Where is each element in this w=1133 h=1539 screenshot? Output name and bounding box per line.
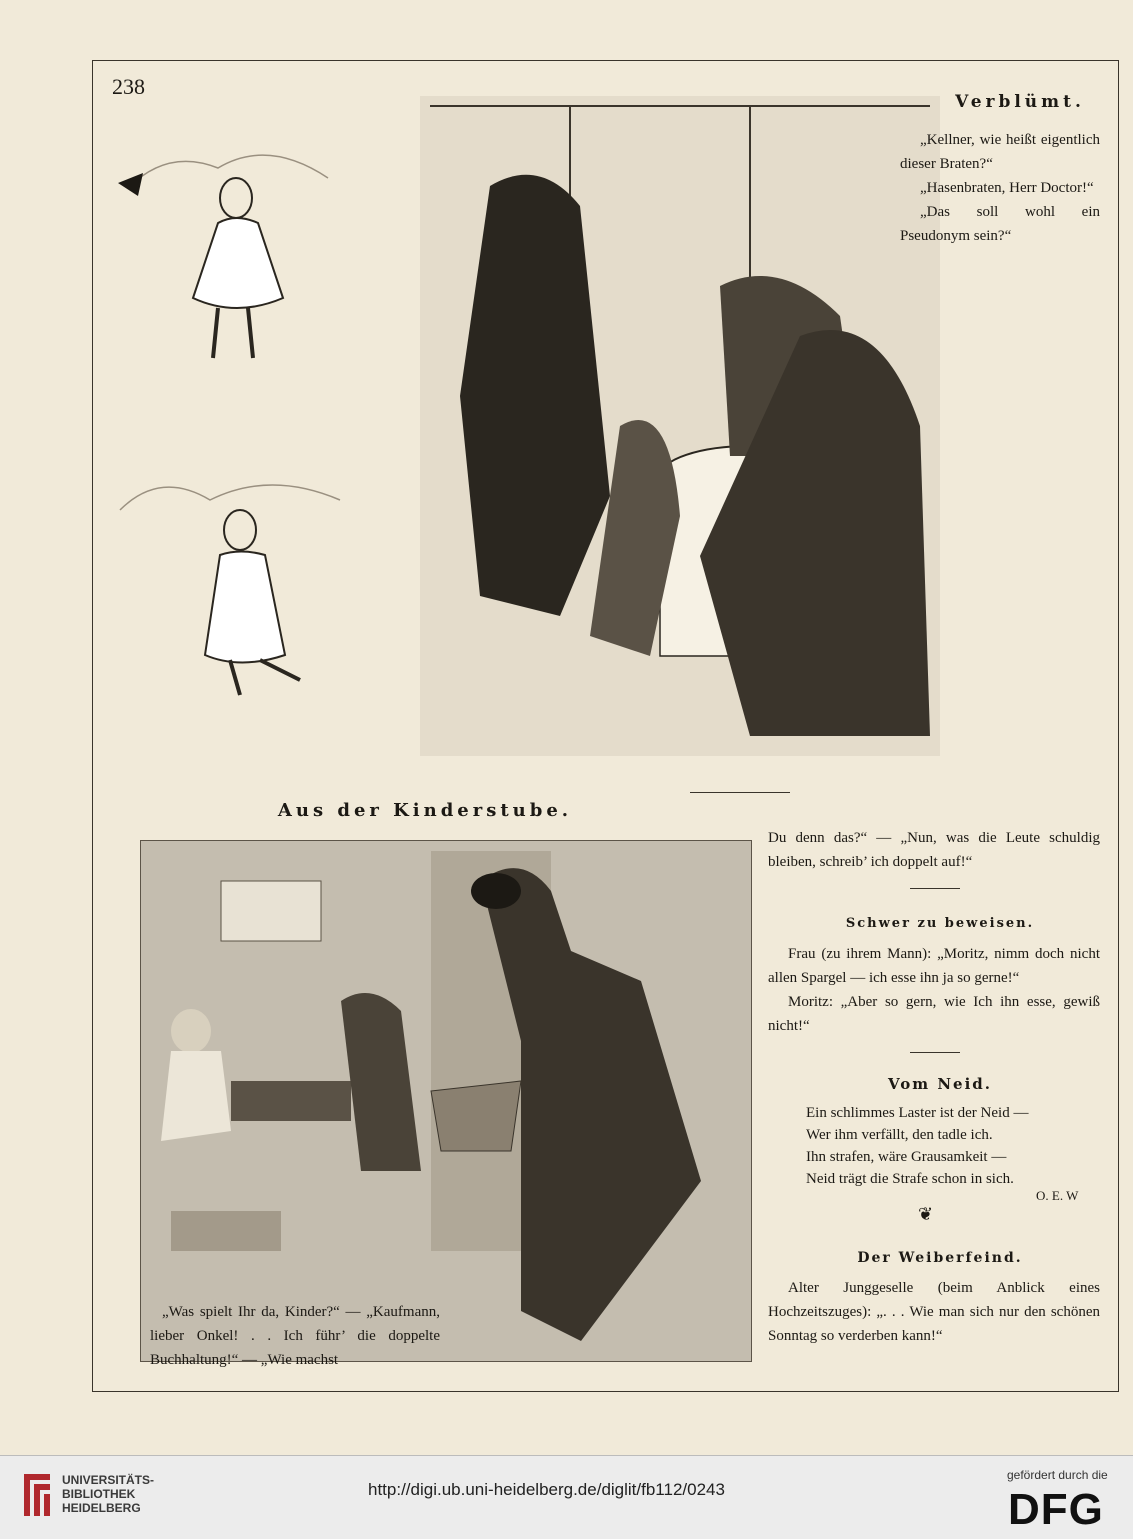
verbluemt-title: Verblümt. (955, 92, 1085, 112)
divider-1 (910, 888, 960, 889)
schwer-line-2: Moritz: „Aber so gern, wie Ich ihn esse, gewiß nicht!“ (768, 994, 1100, 1034)
sketch-bottom-left (100, 470, 360, 720)
kinderstube-caption: „Was spielt Ihr da, Kinder?“ — „Kaufmann, lieber Onkel! . . Ich führ’ die doppelte Buchhaltung!“ — „Wie machst (150, 1304, 440, 1368)
kinderstube-title: Aus der Kinderstube. (277, 800, 573, 821)
permalink-url[interactable]: http://digi.ub.uni-heidelberg.de/diglit/fb112/0243 (368, 1480, 725, 1499)
library-name (62, 1473, 154, 1515)
library-name-line-3: HEIDELBERG (62, 1501, 141, 1515)
sketch-top-left (108, 128, 358, 378)
verbluemt-line-2: „Hasenbraten, Herr Doctor!“ (920, 180, 1094, 196)
neid-line-4: Neid trägt die Strafe schon in sich. (806, 1171, 1014, 1187)
neid-line-1: Ein schlimmes Laster ist der Neid — (806, 1105, 1029, 1121)
neid-line-3: Ihn strafen, wäre Grausamkeit — (806, 1149, 1007, 1165)
neid-line-2: Wer ihm verfällt, den tadle ich. (806, 1127, 993, 1143)
weiberfeind-text: Alter Junggeselle (beim Anblick eines Hochzeitszuges): „. . . Wie man sich nur den schönen Sonntag so verderben kann!“ (768, 1280, 1100, 1344)
library-name-line-2: BIBLIOTHEK (62, 1487, 136, 1501)
library-name-line-1: UNIVERSITÄTS- (62, 1473, 155, 1487)
neid-poem (806, 1102, 1096, 1190)
schwer-line-1: Frau (zu ihrem Mann): „Moritz, nimm doch nicht allen Spargel — ich esse ihn ja so gerne!“ (768, 946, 1100, 986)
weiberfeind-title: Der Weiberfeind. (857, 1250, 1023, 1266)
schwer-text (768, 942, 1100, 1038)
verbluemt-text (900, 128, 1100, 248)
dfg-logo: DFG (1008, 1485, 1104, 1534)
neid-signature: O. E. W (1036, 1188, 1079, 1203)
library-logo-icon (20, 1470, 54, 1524)
verbluemt-line-1: „Kellner, wie heißt eigentlich dieser Braten?“ (900, 132, 1100, 172)
divider-top (690, 792, 790, 793)
ornament-icon: ❦ (918, 1204, 934, 1225)
kinderstube-continuation: Du denn das?“ — „Nun, was die Leute schuldig bleiben, schreib’ ich doppelt auf!“ (768, 830, 1100, 870)
viewer-footer (0, 1455, 1133, 1539)
divider-2 (910, 1052, 960, 1053)
kinderstube-illustration (140, 840, 752, 1362)
page-number: 238 (112, 74, 145, 99)
neid-title: Vom Neid. (887, 1075, 993, 1093)
verbluemt-line-3: „Das soll wohl ein Pseudonym sein?“ (900, 204, 1100, 244)
schwer-title: Schwer zu beweisen. (845, 916, 1035, 931)
funded-by-label: gefördert durch die (1007, 1468, 1108, 1482)
restaurant-illustration (420, 96, 940, 756)
